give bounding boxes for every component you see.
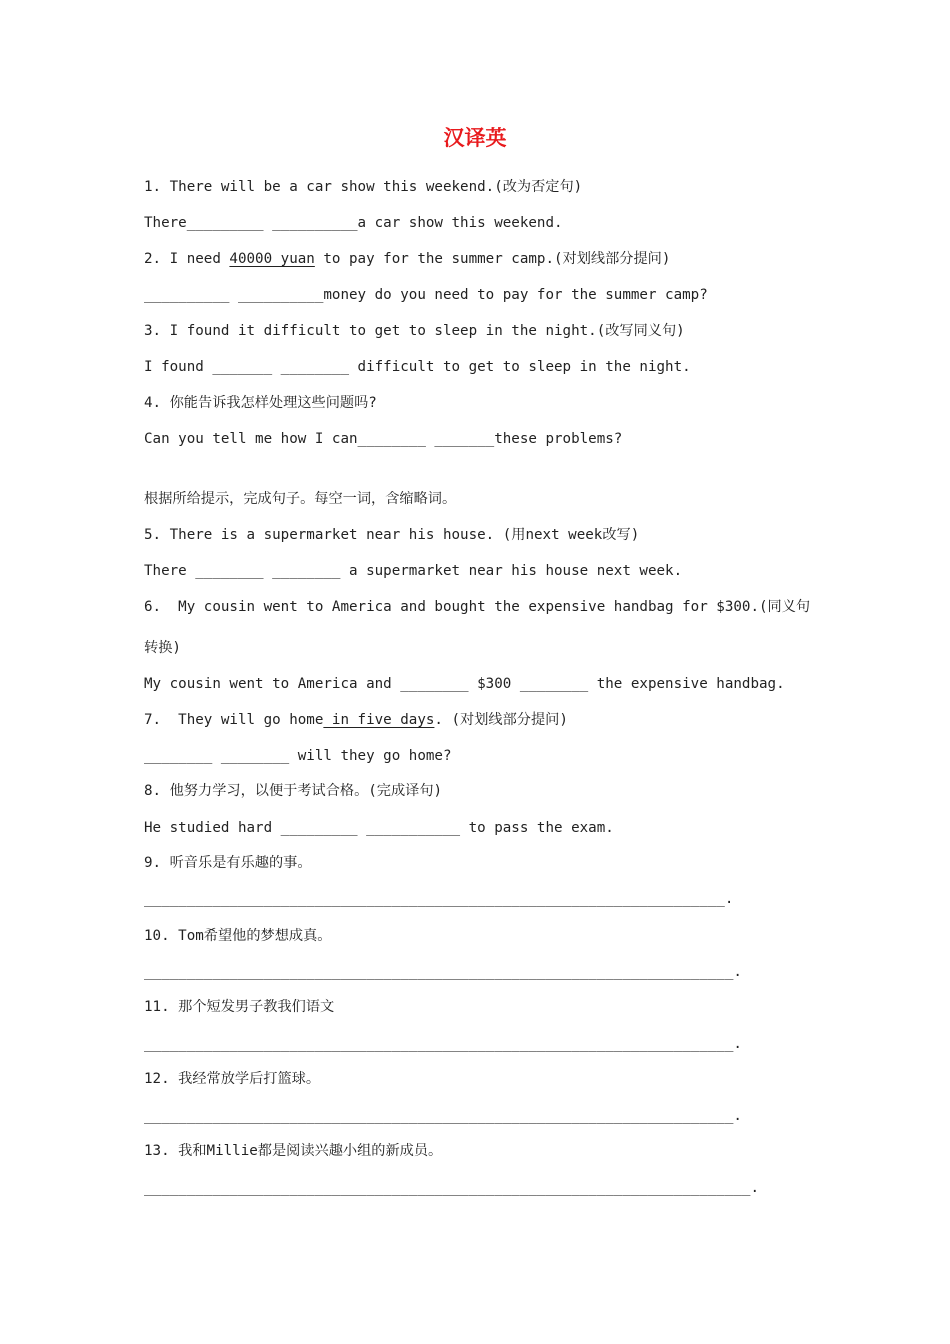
q4-answer-line: Can you tell me how I can________ _______these problems? — [144, 431, 623, 447]
page-title: 汉译英 — [443, 126, 507, 150]
q10-prompt: 10. Tom希望他的梦想成真。 — [144, 928, 332, 944]
q4-prompt: 4. 你能告诉我怎样处理这些问题吗? — [144, 395, 377, 411]
q9-answer-line: ____________________________________________________________________. — [144, 891, 734, 907]
q8-answer-line: He studied hard _________ ___________ to pass the exam. — [144, 820, 614, 836]
q12-prompt: 12. 我经常放学后打篮球。 — [144, 1071, 321, 1087]
section-instruction: 根据所给提示，完成句子。每空一词，含缩略词。 — [144, 491, 457, 507]
q12-answer-line: _____________________________________________________________________. — [144, 1108, 742, 1124]
q9-prompt: 9. 听音乐是有乐趣的事。 — [144, 855, 312, 871]
q6-prompt-continued: 转换) — [144, 640, 181, 656]
q10-answer-line: _____________________________________________________________________. — [144, 964, 742, 980]
q11-prompt: 11. 那个短发男子教我们语文 — [144, 999, 335, 1015]
q1-prompt: 1. There will be a car show this weekend.(改为否定句) — [144, 179, 583, 195]
q13-prompt: 13. 我和Millie都是阅读兴趣小组的新成员。 — [144, 1143, 443, 1159]
q8-prompt: 8. 他努力学习，以便于考试合格。(完成译句) — [144, 783, 443, 799]
q5-prompt: 5. There is a supermarket near his house. (用next week改写) — [144, 527, 640, 543]
q2-prompt — [144, 249, 670, 269]
q3-answer-line: I found _______ ________ difficult to get to sleep in the night. — [144, 359, 691, 375]
q1-answer-line: There_________ __________a car show this weekend. — [144, 215, 563, 231]
q7-prompt-start: 7. They will go home — [144, 712, 324, 728]
q2-prompt-start: 2. I need — [144, 251, 230, 267]
q7-prompt-end: . (对划线部分提问) — [434, 712, 568, 728]
q6-answer-line: My cousin went to America and ________ $300 ________ the expensive handbag. — [144, 676, 785, 692]
q3-prompt: 3. I found it difficult to get to sleep in the night.(改写同义句) — [144, 323, 685, 339]
q13-answer-line: _______________________________________________________________________. — [144, 1180, 759, 1196]
q7-prompt — [144, 710, 568, 730]
q7-underlined-phrase: in five days — [323, 712, 435, 728]
q2-prompt-end: to pay for the summer camp.(对划线部分提问) — [314, 251, 671, 267]
q2-answer-line: __________ __________money do you need to pay for the summer camp? — [144, 287, 708, 303]
q5-answer-line: There ________ ________ a supermarket near his house next week. — [144, 563, 683, 579]
q6-prompt: 6. My cousin went to America and bought the expensive handbag for $300.(同义句 — [144, 599, 811, 615]
q2-underlined-phrase: 40000 yuan — [229, 251, 315, 267]
q7-answer-line: ________ ________ will they go home? — [144, 748, 452, 764]
q11-answer-line: _____________________________________________________________________. — [144, 1036, 742, 1052]
